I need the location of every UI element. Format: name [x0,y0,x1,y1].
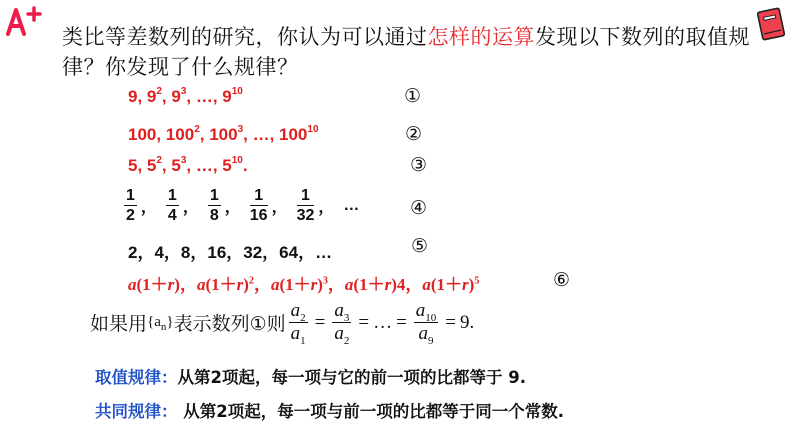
common-rule-label: 共同规律： [95,402,178,421]
marker-6: ⑥ [553,269,571,291]
sequence-2: 100, $100^2$, $100^3$, …, $100^{10}$ [128,124,319,144]
a-plus-badge-icon [4,4,44,42]
sequence-6: a(1＋r)，$a(1+r)^2$，$a(1+r)^3$，a(1＋r)4，$a(1+r)^5$ [128,275,480,294]
value-rule: 取值规律：从第2项起，每一项与它的前一项的比都等于 9. [95,368,526,387]
highlight-operation: 怎样的运算 [427,25,535,49]
sequence-5: 2，4，8，16，32，64，… [128,243,333,262]
marker-4: ④ [410,197,428,219]
common-rule: 共同规律： 从第2项起，每一项与前一项的比都等于同一个常数. [95,402,564,421]
fraction: $\frac{1}{2}$ [126,187,135,224]
fraction: $\frac{1}{4}$ [167,187,177,224]
sequence-4: $\frac{1}{2}$ ， $\frac{1}{4}$ ， $\frac{1}{8}$ ， $\frac{1}{16}$ ， $\frac{1}{32}$ ， … [126,187,360,224]
marker-3: ③ [410,154,428,176]
sequence-3: 5, $5^2$, $5^3$, …, $5^{10}$. [128,155,248,175]
marker-2: ② [405,123,423,145]
marker-5: ⑤ [411,235,429,257]
value-rule-label: 取值规律： [95,368,178,387]
ratio-formula: 如果用 $\{a_n\}$ 表示数列①则 $\frac{a_2}{a_1}$ = $\frac{a_3}{a_2}$ = … = $\frac{a_{10}}{a_9}$ = 9. [90,300,475,347]
fraction: $\frac{1}{16}$ [249,187,268,224]
fraction: $\frac{1}{8}$ [209,187,219,224]
intro-question: 类比等差数列的研究，你认为可以通过怎样的运算发现以下数列的取值规律？你发现了什么规律？ [62,25,750,79]
marker-1: ① [404,85,422,107]
fraction: $\frac{1}{32}$ [296,187,315,224]
sequence-1: 9, $9^2$, $9^3$, …, $9^{10}$ [128,86,243,106]
